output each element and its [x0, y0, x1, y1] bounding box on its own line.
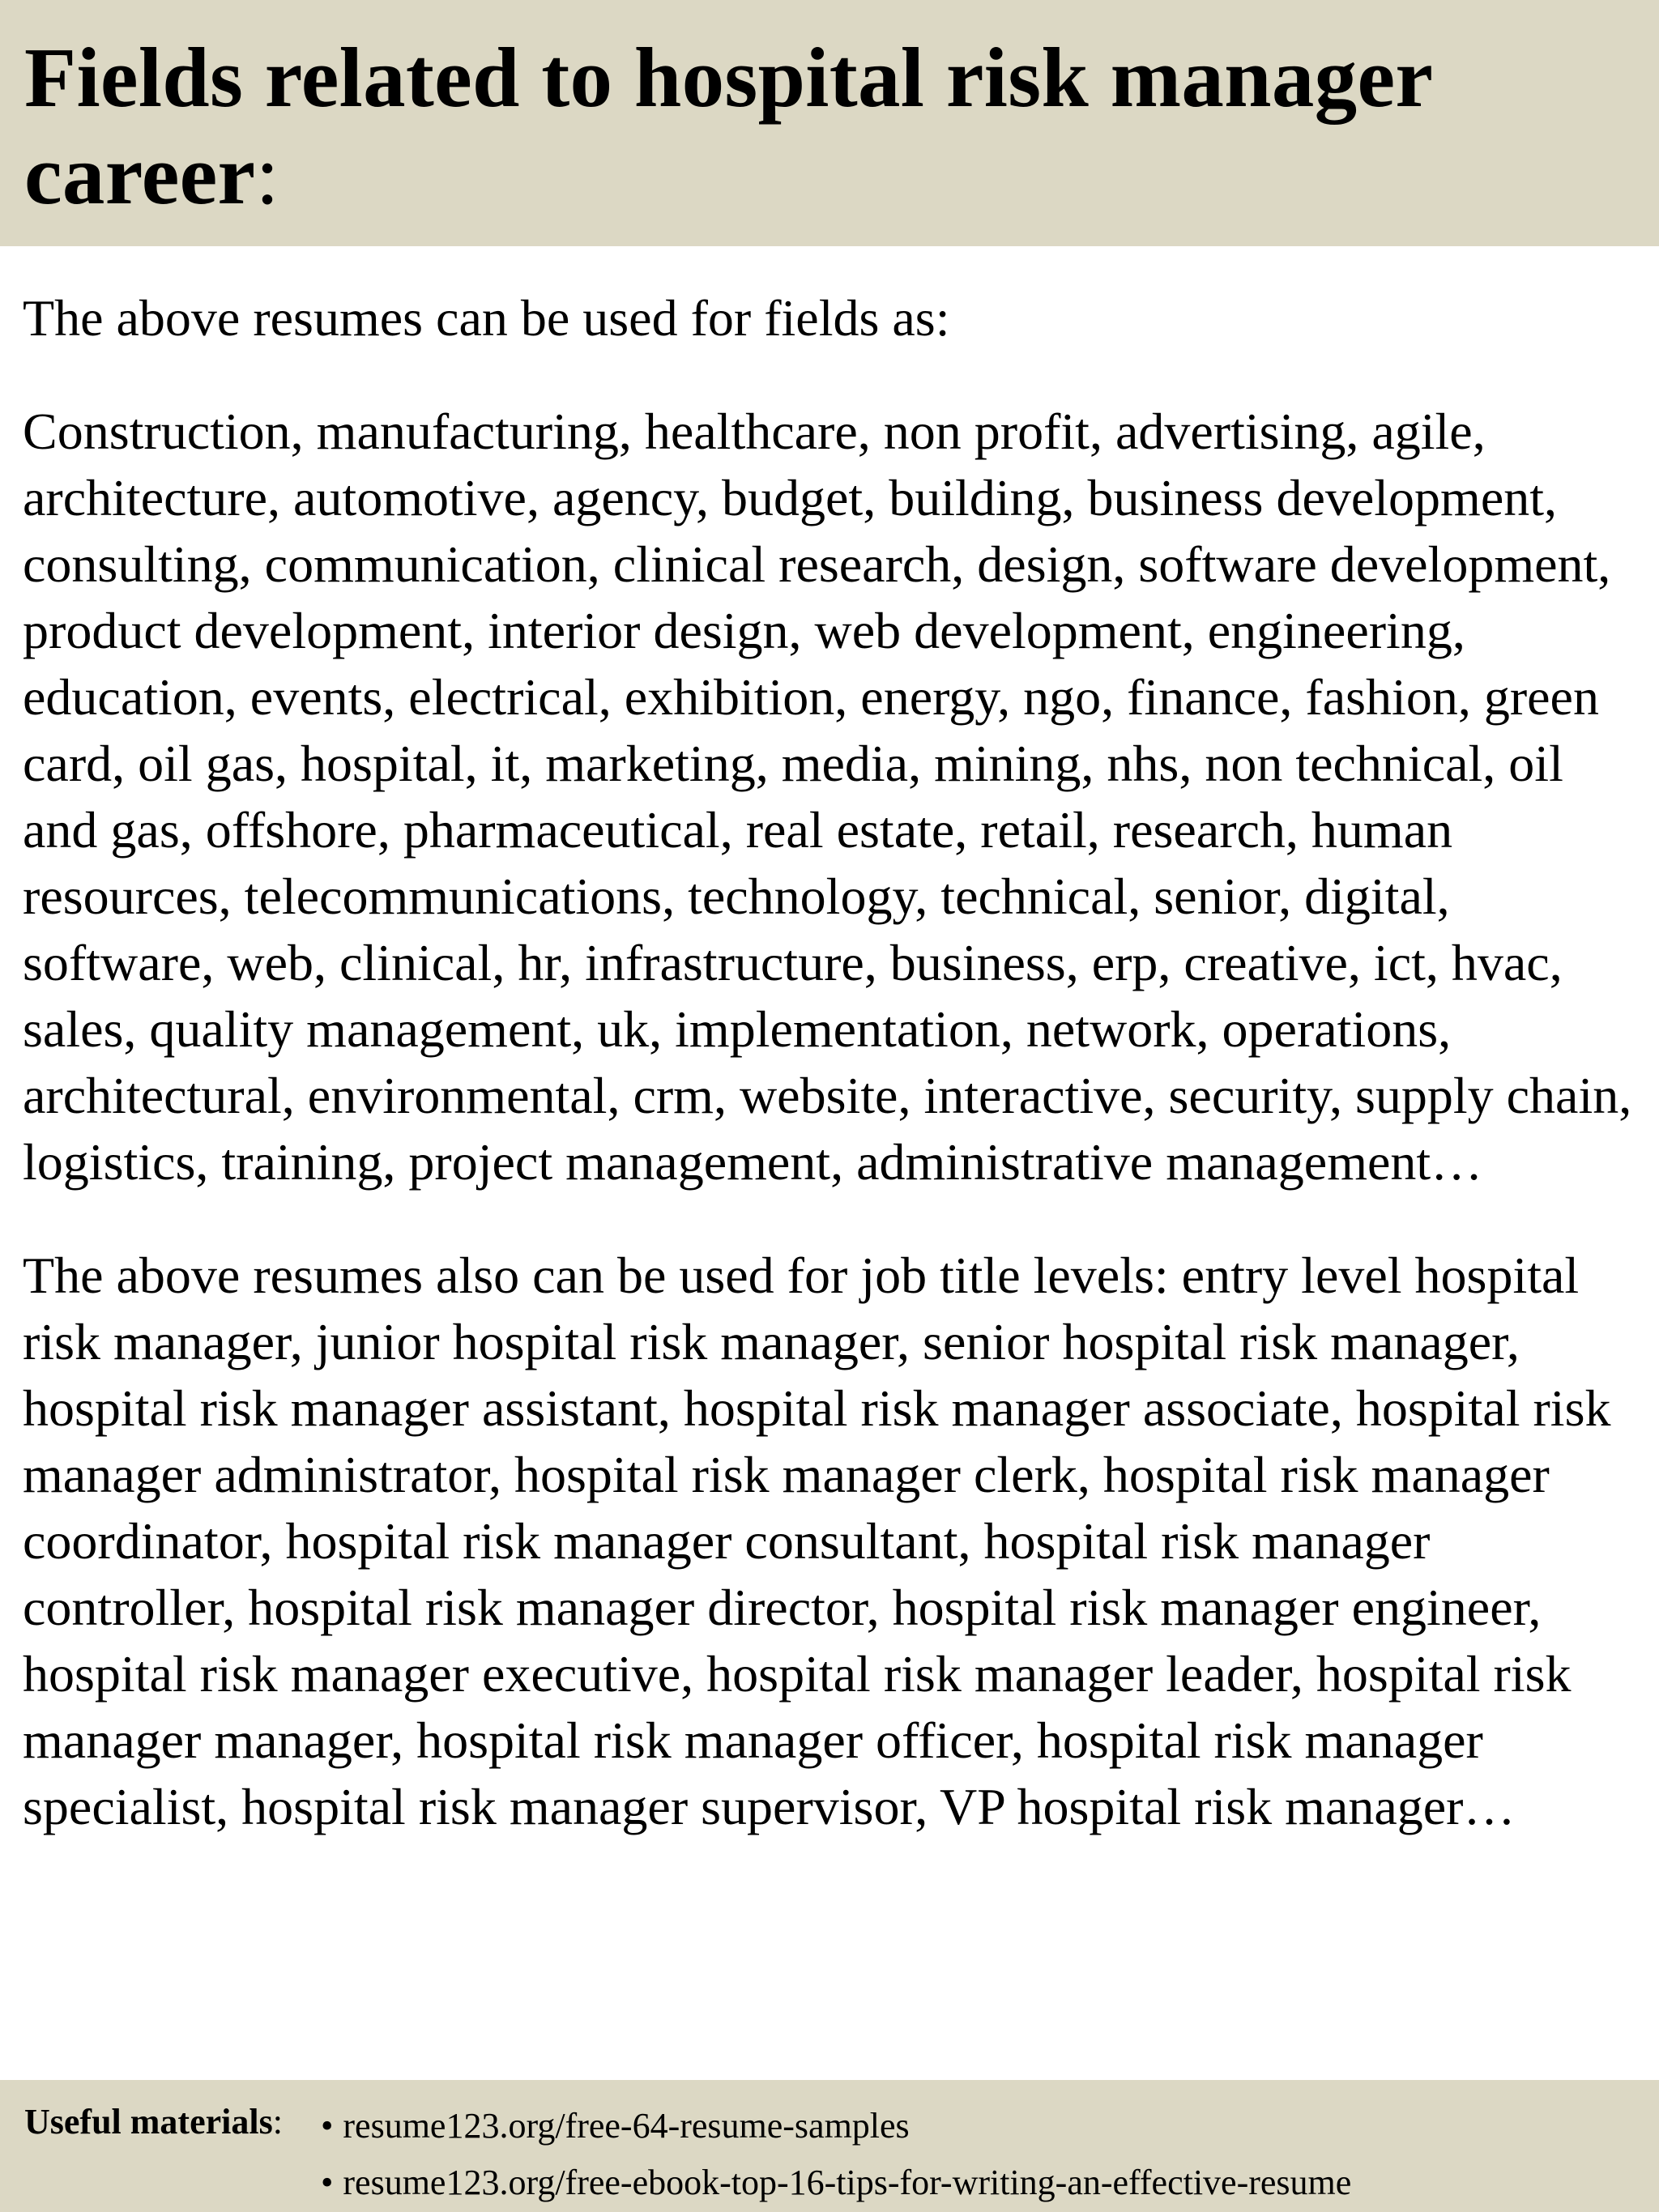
useful-materials-list	[321, 2098, 1351, 2211]
useful-materials-label-text: Useful materials	[24, 2102, 273, 2142]
useful-materials-label	[24, 2098, 283, 2146]
resume-samples-link[interactable]: resume123.org/free-64-resume-samples	[343, 2106, 910, 2146]
bullet-icon: •	[321, 2106, 334, 2146]
footer-band	[0, 2080, 1659, 2212]
intro-paragraph: The above resumes can be used for fields as:	[23, 289, 950, 347]
main-content	[23, 285, 1643, 1840]
page-title	[24, 29, 1612, 224]
header-band	[0, 0, 1659, 246]
ebook-tips-link[interactable]: resume123.org/free-ebook-top-16-tips-for-writing-an-effective-resume	[343, 2163, 1352, 2202]
page-title-text: Fields related to hospital risk manager career	[24, 30, 1432, 222]
page-title-colon: :	[255, 127, 279, 222]
fields-paragraph: Construction, manufacturing, healthcare, non profit, advertising, agile, architecture, automotive, agency, budget, building, business development, consulting, communication, clinical research, design, software development, product development, interior design, web development, engineering, education, events, electrical, exhibition, energy, ngo, finance, fashion, green card, oil gas, hospital, it, marketing, media, mining, nhs, non technical, oil and gas, offshore, pharmaceutical, real estate, retail, research, human resources, telecommunications, technology, technical, senior, digital, software, web, clinical, hr, infrastructure, business, erp, creative, ict, hvac, sales, quality management, uk, implementation, network, operations, architectural, environmental, crm, website, interactive, security, supply chain, logistics, training, project management, administrative management…	[23, 403, 1632, 1191]
job-levels-paragraph: The above resumes also can be used for job title levels: entry level hospital risk manager, junior hospital risk manager, senior hospital risk manager, hospital risk manager assistant, hospital risk manager associate, hospital risk manager administrator, hospital risk manager clerk, hospital risk manager coordinator, hospital risk manager consultant, hospital risk manager controller, hospital risk manager director, hospital risk manager engineer, hospital risk manager executive, hospital risk manager leader, hospital risk manager manager, hospital risk manager officer, hospital risk manager specialist, hospital risk manager supervisor, VP hospital risk manager…	[23, 1247, 1611, 1835]
useful-materials-label-colon: :	[272, 2102, 283, 2142]
list-item	[321, 2154, 1351, 2211]
list-item	[321, 2098, 1351, 2154]
bullet-icon: •	[321, 2163, 334, 2202]
